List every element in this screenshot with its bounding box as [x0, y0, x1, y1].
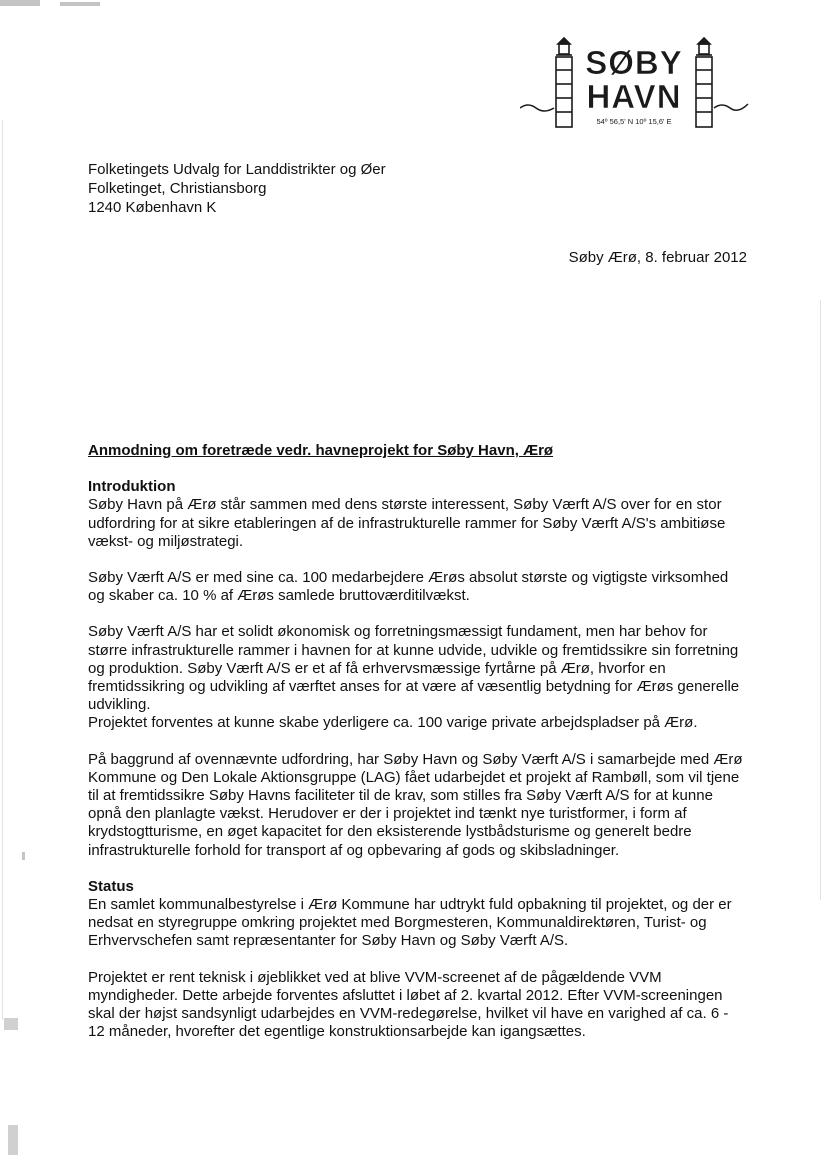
text-line: Projektet forventes at kunne skabe yderligere ca. 100 varige private arbejdspladser på Ærø.	[88, 714, 698, 732]
text-line: Erhvervschefen samt repræsentanter for Søby Havn og Søby Værft A/S.	[88, 932, 569, 950]
text-line: Kommune og Den Lokale Aktionsgruppe (LAG) fået udarbejdet et projekt af Rambøll, som vil tjene	[88, 768, 740, 786]
text-line: større infrastrukturelle rammer i havnen for at kunne udvide, udvikle og fremtidssikre sin forretning	[88, 641, 739, 659]
paragraph-intro-4	[88, 714, 758, 732]
text-line: skal der højst sandsynligt udarbejdes en VVM-redegørelse, hvilket vil have en varighed af ca. 6 -	[88, 1005, 729, 1023]
logo-coordinates: 54º 56,5' N 10º 15,6' E	[596, 117, 672, 126]
scan-artifact-top	[60, 2, 100, 6]
text-line: vækst- og miljøstrategi.	[88, 532, 244, 550]
text-line: Søby Værft A/S har et solidt økonomisk og forretningsmæssigt fundament, men har behov for	[88, 623, 708, 641]
paragraph-intro-2	[88, 569, 758, 605]
letter-title: Anmodning om foretræde vedr. havneprojekt for Søby Havn, Ærø	[88, 442, 554, 459]
text-line: infrastrukturelle forhold for transport af og opbevaring af gods og skibsladninger.	[88, 841, 620, 859]
text-line: 12 måneder, hvorefter det egentlige konstruktionsarbejde kan igangsættes.	[88, 1023, 586, 1041]
text-line: Projektet er rent teknisk i øjeblikket ved at blive VVM-screenet af de pågældende VVM	[88, 968, 662, 986]
paragraph-intro-5	[88, 751, 758, 860]
letter-body	[88, 442, 758, 1059]
scan-artifact-dot-3	[8, 1125, 18, 1155]
recipient-line-3: 1240 København K	[88, 199, 217, 216]
scan-artifact-top-left	[0, 0, 40, 6]
recipient-line-2: Folketinget, Christiansborg	[88, 180, 267, 197]
text-line: opnå den planlagte vækst. Herudover er der i projektet ind tænkt nye turistformer, i form af	[88, 805, 687, 823]
text-line: og produktion. Søby Værft A/S er et af få erhvervsmæssige fyrtårne på Ærø, hvorfor en	[88, 659, 666, 677]
text-line: fremtidssikring og udvikling af værftet anses for at være af væsentlig betydning for Ærøs generelle	[88, 678, 740, 696]
text-line: På baggrund af ovennævnte udfordring, har Søby Havn og Søby Værft A/S i samarbejde med Ærø	[88, 750, 743, 768]
text-line: Søby Havn på Ærø står sammen med dens største interessent, Søby Værft A/S over for en stor	[88, 496, 722, 514]
text-line: En samlet kommunalbestyrelse i Ærø Kommune har udtrykt fuld opbakning til projektet, og der er	[88, 896, 732, 914]
right-lighthouse-icon	[696, 38, 712, 127]
recipient-address	[88, 160, 386, 217]
text-line: udvikling.	[88, 696, 151, 714]
section-heading-introduktion: Introduktion	[88, 478, 176, 496]
logo-havn-text: HAVN	[586, 78, 682, 115]
left-lighthouse-icon	[556, 38, 572, 127]
scan-artifact-dot-2	[4, 1018, 18, 1030]
text-line: til at fremtidssikre Søby Havns faciliteter til de krav, som stilles fra Søby Værft A/S for at kunne	[88, 787, 713, 805]
logo-soby-text: SØBY	[585, 44, 683, 81]
section-heading-status: Status	[88, 877, 134, 895]
scan-artifact-right-edge	[820, 300, 821, 900]
paragraph-intro-3	[88, 623, 758, 714]
paragraph-status-1	[88, 896, 758, 951]
letter-date: Søby Ærø, 8. februar 2012	[568, 249, 747, 266]
text-line: krydstogtturisme, en øget kapacitet for den eksisterende lystbådsturisme og generelt bedre	[88, 823, 692, 841]
text-line: udfordring for at sikre etableringen af de infrastrukturelle rammer for Søby Værft A/S's ambitiøse	[88, 514, 726, 532]
text-line: myndigheder. Dette arbejde forventes afsluttet i løbet af 2. kvartal 2012. Efter VVM-screeningen	[88, 986, 723, 1004]
paragraph-status-2	[88, 969, 758, 1042]
text-line: Søby Værft A/S er med sine ca. 100 medarbejdere Ærøs absolut største og vigtigste virksomhed	[88, 569, 729, 587]
text-line: og skaber ca. 10 % af Ærøs samlede bruttoværditilvækst.	[88, 587, 470, 605]
recipient-line-1: Folketingets Udvalg for Landdistrikter og Øer	[88, 161, 386, 178]
scan-artifact-left-edge	[2, 120, 3, 1020]
soby-havn-logo	[520, 30, 750, 140]
scan-artifact-dot-1	[22, 852, 25, 860]
text-line: nedsat en styregruppe omkring projektet med Borgmesteren, Kommunaldirektøren, Turist- og	[88, 914, 707, 932]
paragraph-intro-1	[88, 496, 758, 551]
